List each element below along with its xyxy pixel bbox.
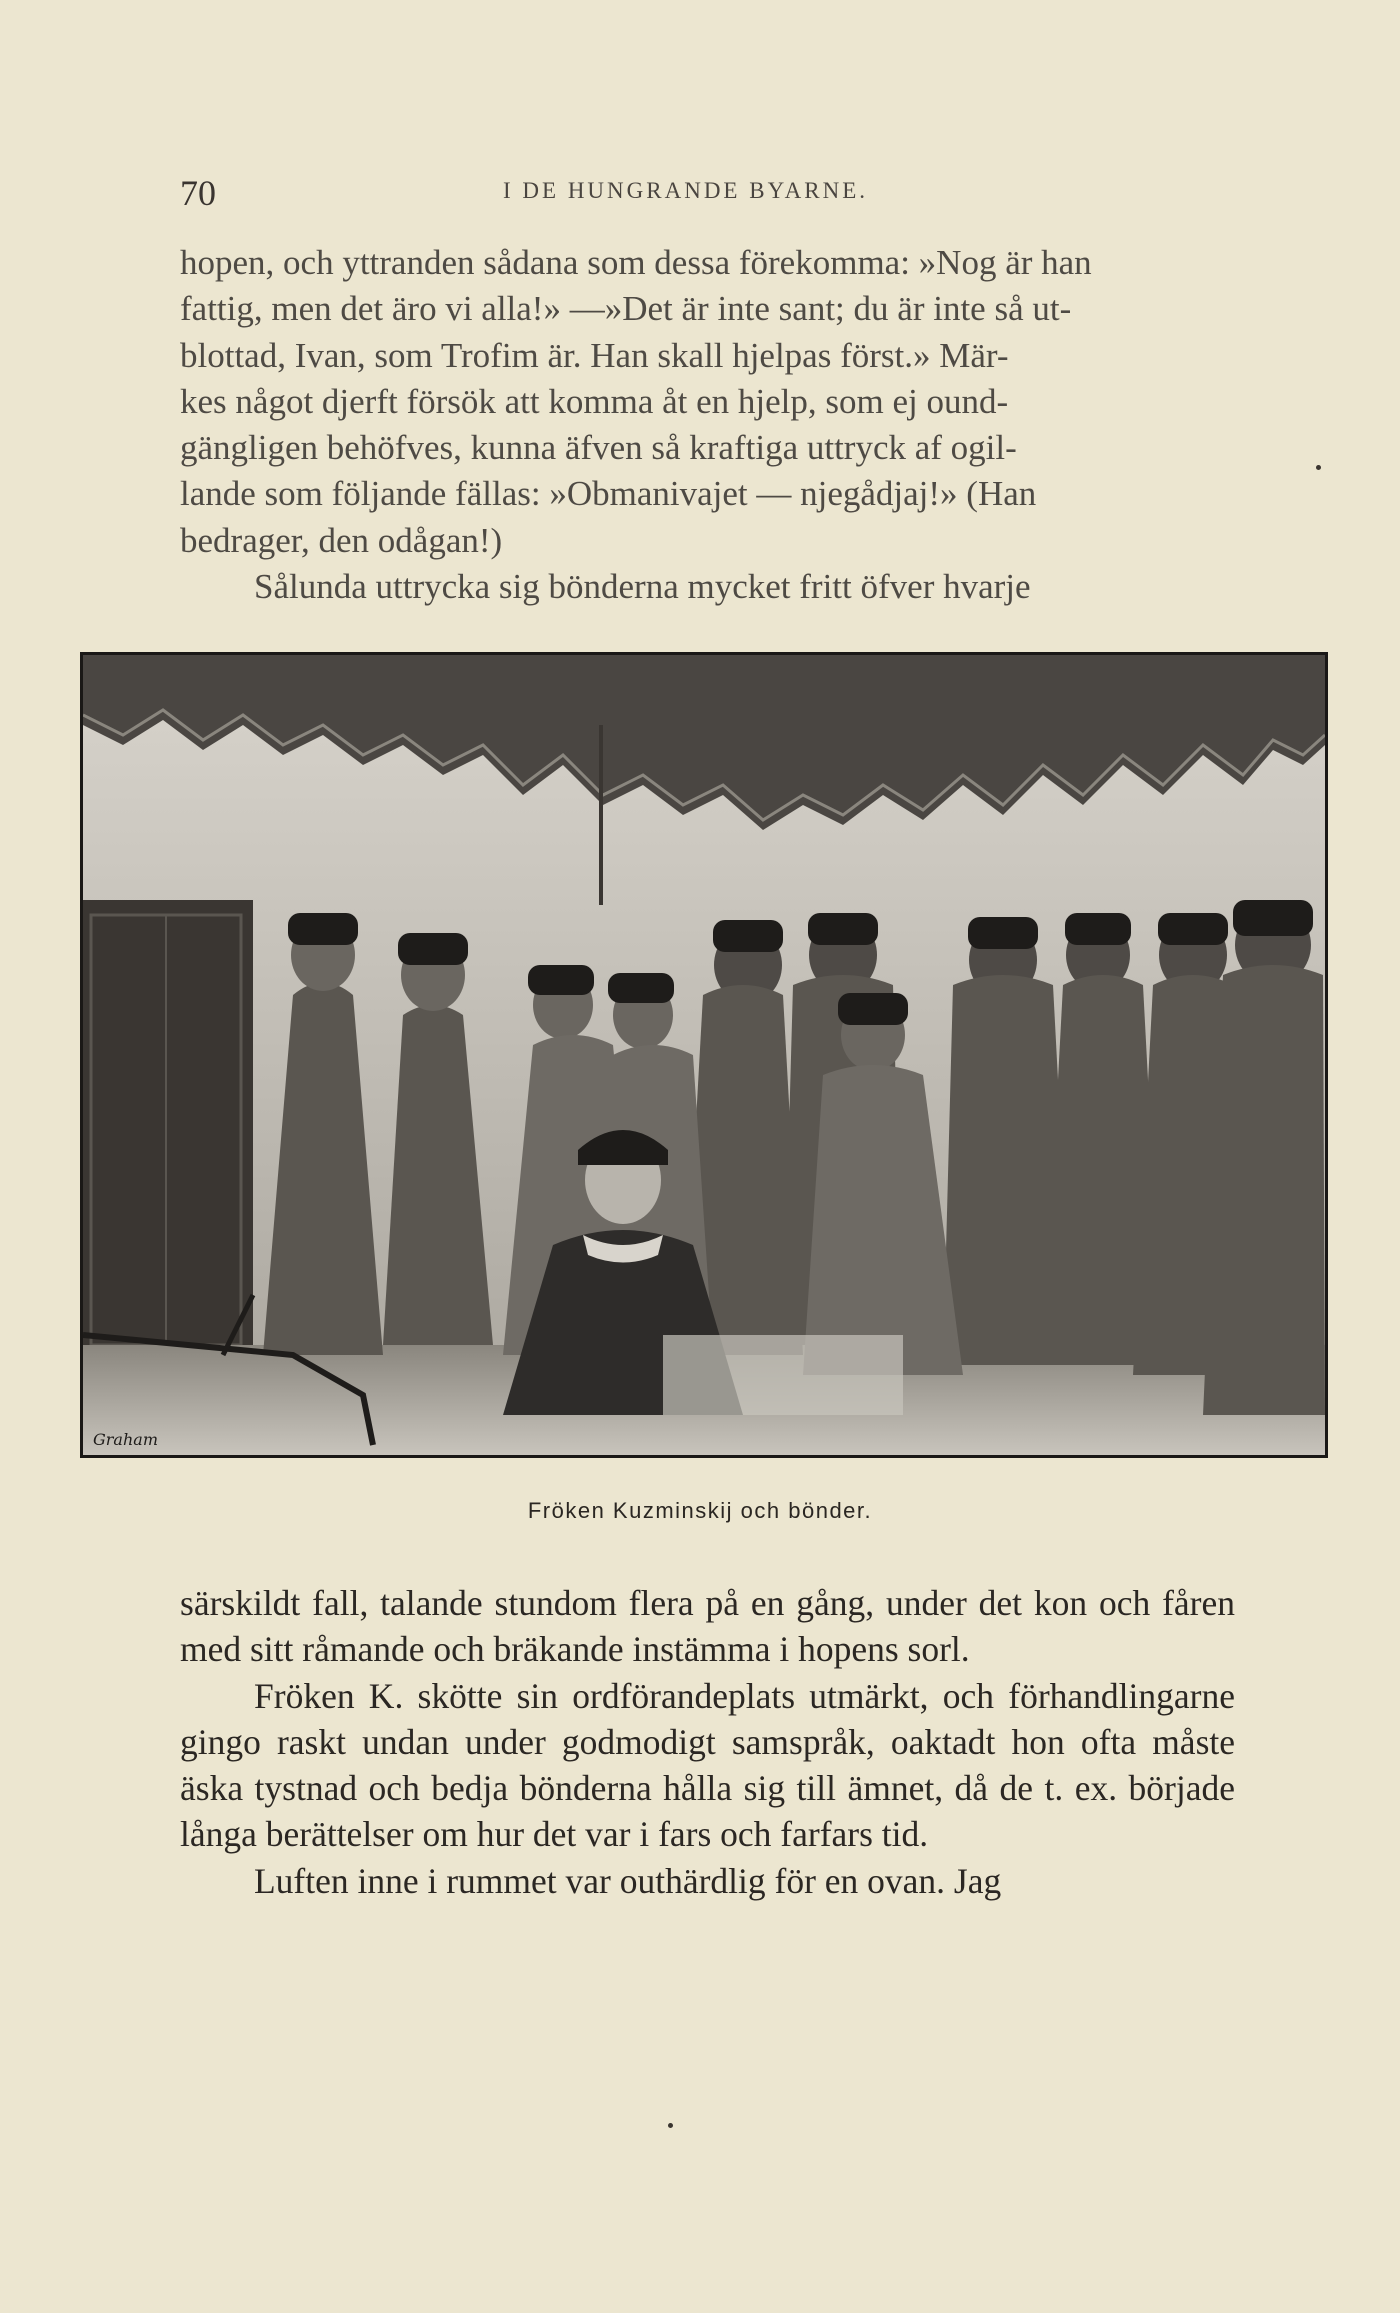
text-line: bedrager, den odågan!) <box>180 520 503 560</box>
photograph-image <box>83 655 1325 1455</box>
page-header <box>180 168 1235 218</box>
ink-speck <box>668 2123 673 2128</box>
text-line: lande som följande fällas: »Obmanivajet — njegådjaj!» (Han <box>180 474 1037 514</box>
text-line: blottad, Ivan, som Trofim är. Han skall hjelpas först.» Mär- <box>180 335 1009 375</box>
photo-signature: Graham <box>93 1430 158 1449</box>
running-title: I DE HUNGRANDE BYARNE. <box>503 178 868 203</box>
ink-speck <box>1316 465 1321 470</box>
photograph <box>80 652 1328 1458</box>
top-text-block <box>180 240 1235 610</box>
text-line: fattig, men det äro vi alla!» —»Det är inte sant; du är inte så ut- <box>180 289 1072 329</box>
paragraph: Fröken K. skötte sin ordförandeplats utmärkt, och förhandlingarne gingo raskt undan under godmodigt samspråk, oaktadt hon ofta måste äska tystnad och bedja bönderna hålla sig till ämnet, då de t. ex. började långa berättelser om hur det var i fars och farfars tid. <box>180 1675 1235 1855</box>
text-line: hopen, och yttranden sådana som dessa förekomma: »Nog är han <box>180 243 1092 282</box>
text-line: gängligen behöfves, kunna äfven så kraftiga uttryck af ogil- <box>180 428 1017 468</box>
paragraph: särskildt fall, talande stundom flera på en gång, under det kon och fåren med sitt råmande och bräkande instämma i hopens sorl. <box>180 1583 1235 1670</box>
bottom-text-block <box>180 1580 1235 1904</box>
paragraph: Luften inne i rummet var outhärdlig för en ovan. Jag <box>254 1860 1002 1901</box>
page-number: 70 <box>180 173 216 213</box>
text-line: kes något djerft försök att komma åt en hjelp, som ej ound- <box>180 381 1009 421</box>
text-line: Sålunda uttrycka sig bönderna mycket fritt öfver hvarje <box>254 567 1031 607</box>
figure-caption: Fröken Kuzminskij och bönder. <box>527 1498 873 1523</box>
